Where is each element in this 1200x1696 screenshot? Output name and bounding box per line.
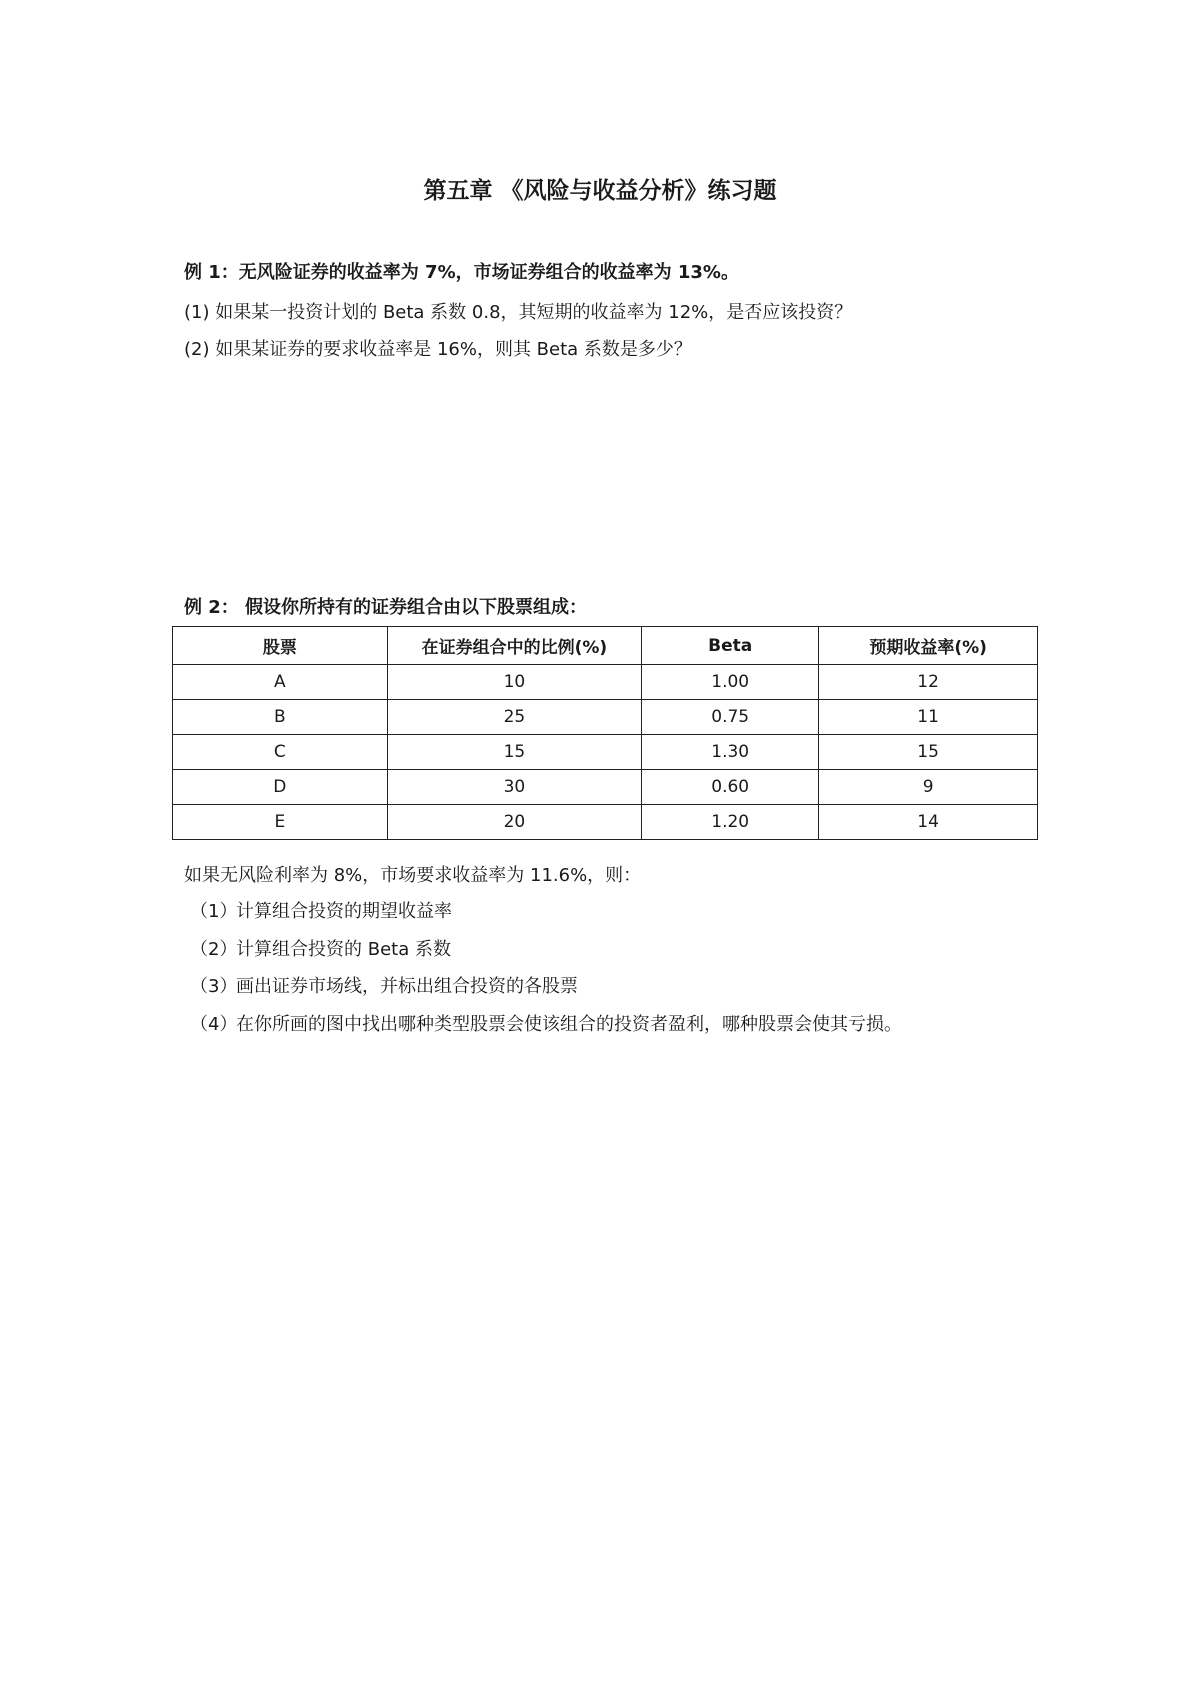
table-row xyxy=(173,805,1038,840)
table-row xyxy=(173,700,1038,735)
table-header-row xyxy=(173,627,1038,665)
cell-beta: 0.60 xyxy=(642,770,819,805)
header-expected-return: 预期收益率(%) xyxy=(819,627,1038,665)
task-item xyxy=(190,897,452,923)
table-row xyxy=(173,770,1038,805)
task-text: 计算组合投资的 Beta 系数 xyxy=(236,939,451,960)
task-item xyxy=(190,1010,902,1036)
task-text: 在你所画的图中找出哪种类型股票会使该组合的投资者盈利，哪种股票会使其亏损。 xyxy=(236,1014,902,1035)
cell-weight: 15 xyxy=(387,735,641,770)
task-number: （4） xyxy=(190,1014,238,1035)
header-stock: 股票 xyxy=(173,627,388,665)
example1-heading: 例 1：无风险证券的收益率为 7%，市场证券组合的收益率为 13%。 xyxy=(184,262,739,283)
cell-beta: 1.00 xyxy=(642,665,819,700)
task-text: 画出证券市场线，并标出组合投资的各股票 xyxy=(236,976,578,997)
header-weight: 在证券组合中的比例(%) xyxy=(387,627,641,665)
stock-portfolio-table xyxy=(172,626,1038,840)
cell-stock: E xyxy=(173,805,388,840)
example1-question-2: (2) 如果某证券的要求收益率是 16%，则其 Beta 系数是多少？ xyxy=(184,339,692,360)
cell-stock: C xyxy=(173,735,388,770)
cell-expected-return: 15 xyxy=(819,735,1038,770)
task-text: 计算组合投资的期望收益率 xyxy=(236,901,452,922)
cell-expected-return: 11 xyxy=(819,700,1038,735)
task-number: （2） xyxy=(190,939,238,960)
task-number: （1） xyxy=(190,901,238,922)
cell-beta: 1.20 xyxy=(642,805,819,840)
example2-heading: 例 2： 假设你所持有的证券组合由以下股票组成： xyxy=(184,597,588,618)
page-title: 第五章 《风险与收益分析》练习题 xyxy=(423,178,777,204)
header-beta: Beta xyxy=(642,627,819,665)
task-number: （3） xyxy=(190,976,238,997)
cell-stock: D xyxy=(173,770,388,805)
cell-expected-return: 14 xyxy=(819,805,1038,840)
task-item xyxy=(190,972,578,998)
cell-expected-return: 9 xyxy=(819,770,1038,805)
cell-beta: 1.30 xyxy=(642,735,819,770)
cell-beta: 0.75 xyxy=(642,700,819,735)
cell-stock: B xyxy=(173,700,388,735)
cell-weight: 10 xyxy=(387,665,641,700)
example2-condition: 如果无风险利率为 8%，市场要求收益率为 11.6%，则： xyxy=(184,865,642,886)
cell-expected-return: 12 xyxy=(819,665,1038,700)
example1-question-1: (1) 如果某一投资计划的 Beta 系数 0.8，其短期的收益率为 12%，是否应该投资？ xyxy=(184,302,853,323)
cell-weight: 25 xyxy=(387,700,641,735)
task-item xyxy=(190,935,451,961)
cell-weight: 20 xyxy=(387,805,641,840)
table-row xyxy=(173,735,1038,770)
cell-weight: 30 xyxy=(387,770,641,805)
table-row xyxy=(173,665,1038,700)
cell-stock: A xyxy=(173,665,388,700)
